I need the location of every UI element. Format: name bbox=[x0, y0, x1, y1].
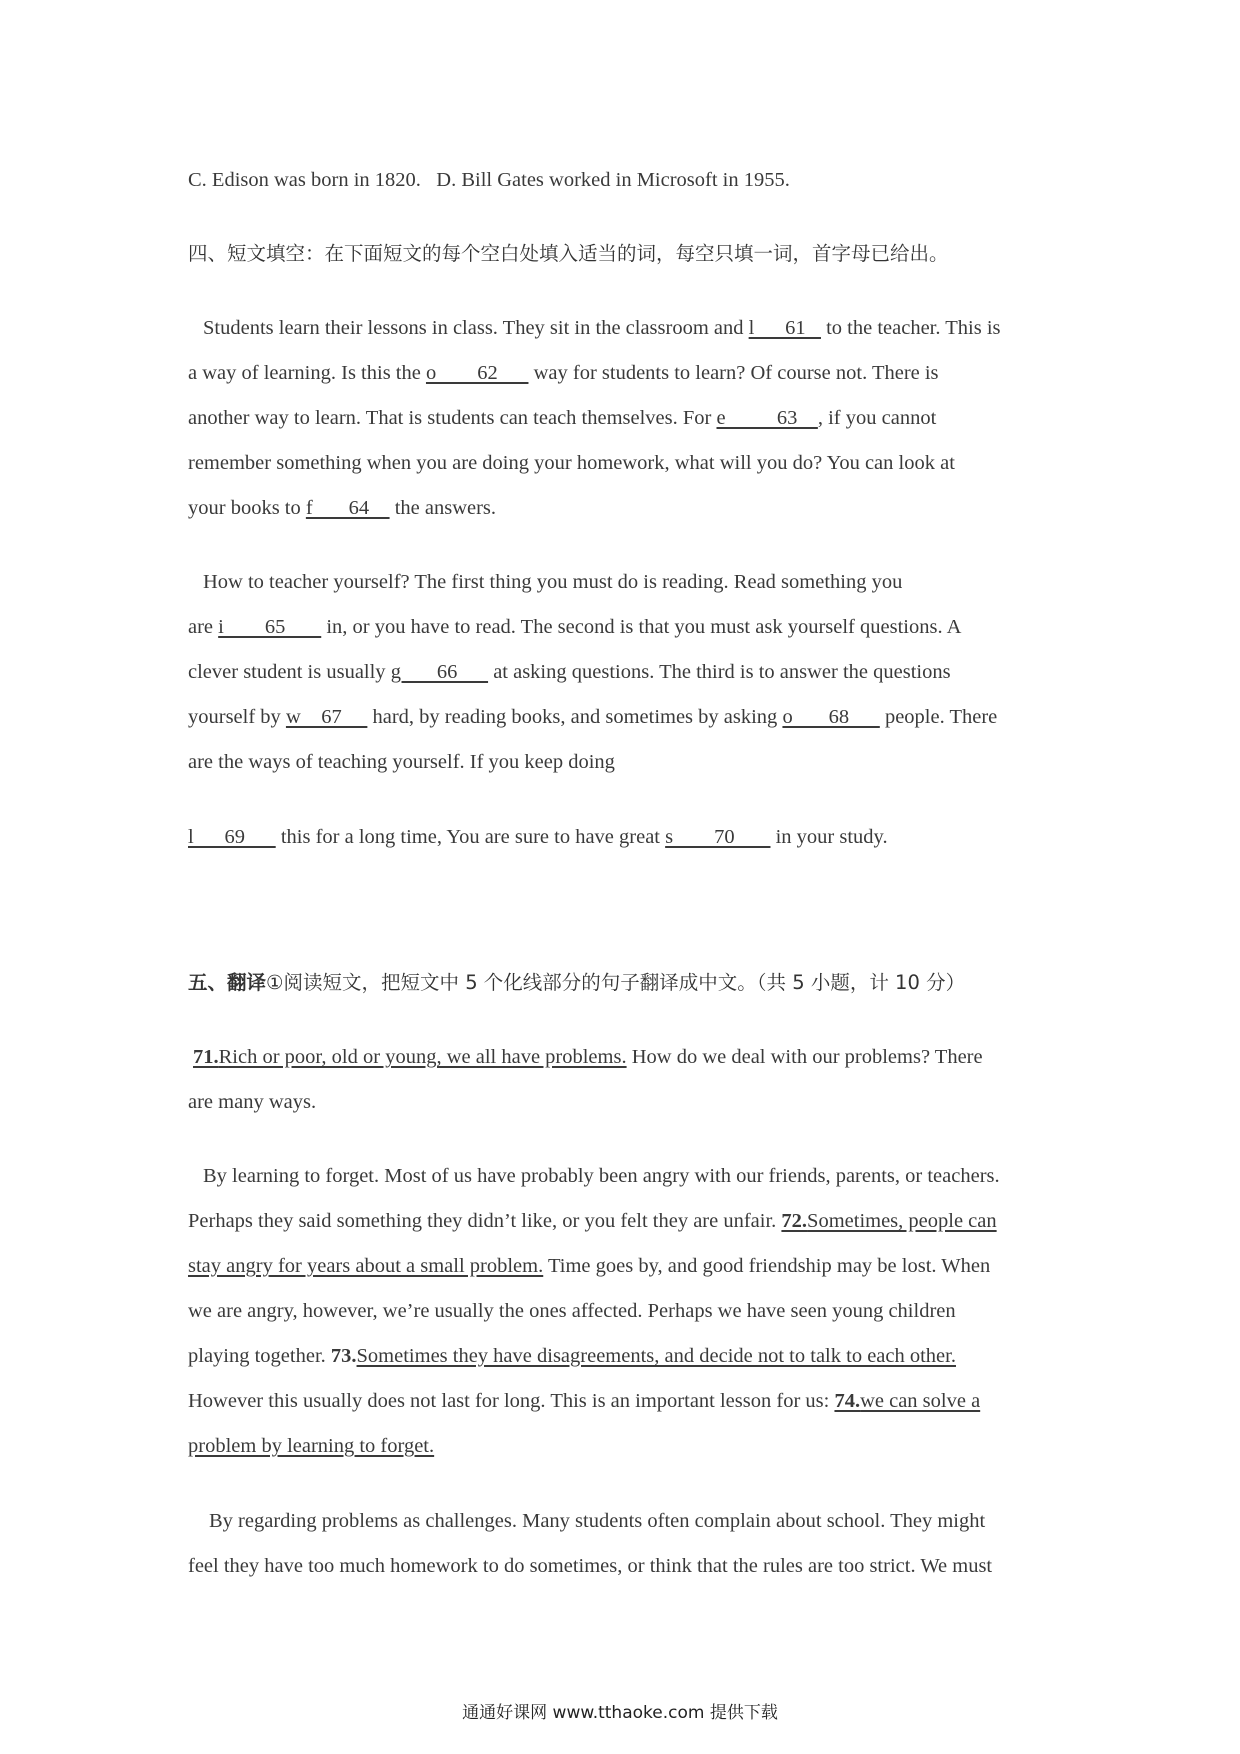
option-line-cd bbox=[188, 168, 790, 192]
q72-number: 72. bbox=[781, 1210, 808, 1232]
option-d: D. Bill Gates worked in Microsoft in 1955. bbox=[436, 169, 790, 191]
q71-sentence: Rich or poor, old or young, we all have problems. bbox=[218, 1046, 627, 1068]
section5-heading-bold: 五、翻译 bbox=[188, 971, 267, 994]
s4-p1-line4: remember something when you are doing your homework, what will you do? You can look at bbox=[188, 452, 955, 474]
blank-67[interactable]: w 67 bbox=[285, 706, 368, 728]
blank-62[interactable]: o 62 bbox=[425, 362, 529, 384]
s4-p1-line2: a way of learning. Is this the o 62 way for students to learn? Of course not. There is bbox=[188, 362, 939, 384]
blank-64[interactable]: f 64 bbox=[305, 497, 390, 519]
s5-p2-line7 bbox=[188, 1434, 434, 1458]
blank-66[interactable]: g 66 bbox=[390, 661, 489, 683]
blank-70[interactable]: s 70 bbox=[665, 826, 771, 848]
s4-p2-line4: yourself by w 67 hard, by reading books, and sometimes by asking o 68 people. There bbox=[188, 706, 998, 728]
s4-p1-line1: Students learn their lessons in class. They sit in the classroom and l 61 to the teacher. This is bbox=[203, 317, 1001, 339]
s5-p2-line4: we are angry, however, we’re usually the ones affected. Perhaps we have seen young children bbox=[188, 1300, 956, 1322]
s5-p2-line5: playing together. 73.Sometimes they have disagreements, and decide not to talk to each other. bbox=[188, 1345, 956, 1367]
q72-sentence-part1: Sometimes, people can bbox=[807, 1210, 997, 1232]
s5-p2-line2: Perhaps they said something they didn’t like, or you felt they are unfair. 72.Sometimes, people can bbox=[188, 1210, 997, 1232]
section5-heading-rest: ①阅读短文，把短文中 5 个化线部分的句子翻译成中文。（共 5 小题，计 10 分） bbox=[266, 971, 966, 994]
s4-p2-line2: are i 65 in, or you have to read. The second is that you must ask yourself questions. A bbox=[188, 616, 962, 638]
q74-sentence-part2: problem by learning to forget. bbox=[188, 1435, 435, 1457]
s5-p3-line1: By regarding problems as challenges. Many students often complain about school. They might bbox=[209, 1510, 986, 1532]
option-c: C. Edison was born in 1820. bbox=[188, 169, 421, 191]
q73-sentence: Sometimes they have disagreements, and decide not to talk to each other. bbox=[356, 1345, 956, 1367]
s5-p1-line2: are many ways. bbox=[188, 1091, 317, 1113]
s5-p2-line1: By learning to forget. Most of us have probably been angry with our friends, parents, or teachers. bbox=[203, 1165, 1000, 1187]
blank-65[interactable]: i 65 bbox=[218, 616, 322, 638]
s5-p2-line3: stay angry for years about a small problem. Time goes by, and good friendship may be lost. When bbox=[188, 1255, 991, 1277]
blank-69[interactable]: l 69 bbox=[188, 826, 276, 848]
section4-heading: 四、短文填空：在下面短文的每个空白处填入适当的词，每空只填一词，首字母已给出。 bbox=[188, 242, 949, 265]
blank-68[interactable]: o 68 bbox=[782, 706, 880, 728]
page-footer: 通通好课网 www.tthaoke.com 提供下载 bbox=[462, 1703, 778, 1723]
s4-p2-line6: l 69 this for a long time, You are sure to have great s 70 in your study. bbox=[188, 826, 888, 848]
s5-p1-line1: 71.Rich or poor, old or young, we all have problems. How do we deal with our problems? There bbox=[193, 1046, 983, 1068]
section5-heading bbox=[188, 971, 965, 995]
q71-number: 71. bbox=[193, 1046, 219, 1068]
s4-p1-line5: your books to f 64 the answers. bbox=[188, 497, 497, 519]
s5-p2-line6: However this usually does not last for long. This is an important lesson for us: 74.we can solve a bbox=[188, 1390, 981, 1412]
s4-p2-line3: clever student is usually g 66 at asking questions. The third is to answer the questions bbox=[188, 661, 951, 683]
s4-p2-line5: are the ways of teaching yourself. If you keep doing bbox=[188, 751, 615, 773]
q74-sentence-part1: we can solve a bbox=[860, 1390, 981, 1412]
s5-p3-line2: feel they have too much homework to do sometimes, or think that the rules are too strict. We must bbox=[188, 1555, 993, 1577]
s4-p2-line1: How to teacher yourself? The first thing you must do is reading. Read something you bbox=[203, 571, 903, 593]
q74-number: 74. bbox=[834, 1390, 861, 1412]
s4-p1-line3: another way to learn. That is students can teach themselves. For e 63 , if you cannot bbox=[188, 407, 937, 429]
q72-sentence-part2: stay angry for years about a small problem. bbox=[188, 1255, 544, 1277]
blank-61[interactable]: l 61 bbox=[748, 317, 821, 339]
blank-63[interactable]: e 63 bbox=[716, 407, 818, 429]
q73-number: 73. bbox=[330, 1345, 357, 1367]
